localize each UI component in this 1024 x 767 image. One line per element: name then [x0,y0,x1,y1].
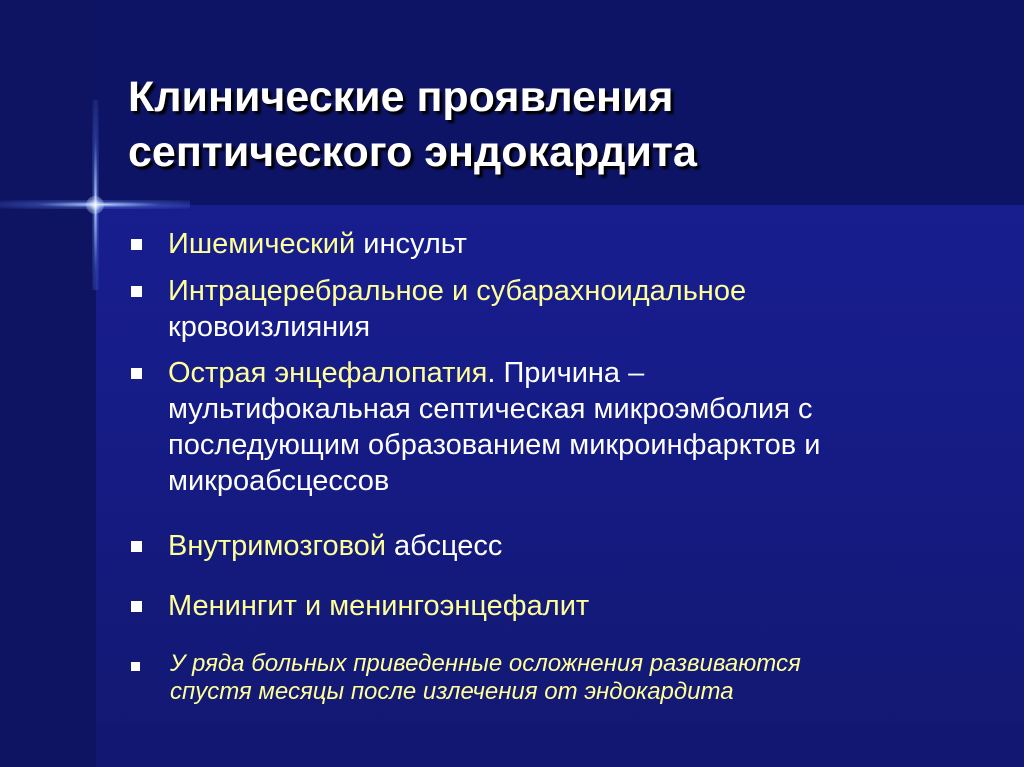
bullet-text [168,528,958,564]
highlight-term: Ишемический [168,228,356,260]
bullet-line [168,226,958,262]
bullet-text [168,273,958,309]
plain-text: инсульт [355,228,467,260]
left-decor-band [0,0,96,767]
title-line-1: Клинические проявления [128,73,674,121]
bullet-line [168,355,958,391]
plain-text: . Причина – [487,357,645,389]
note-line: У ряда больных приведенные осложнения развиваются [170,650,801,677]
square-bullet-icon [131,368,142,379]
plain-text: абсцесс [385,530,503,562]
bullet-line: Менингит и менингоэнцефалит [168,590,590,622]
title-line-2: септического эндокардита [128,128,697,176]
square-bullet-icon [131,662,140,671]
highlight-term: Внутримозговой [168,530,386,562]
square-bullet-icon [131,601,142,612]
light-flare-vertical [92,100,99,290]
light-flare-core [86,196,104,214]
bullet-text [168,588,958,624]
note-text [170,650,960,706]
square-bullet-icon [131,541,142,552]
bullet-line: последующим образованием микроинфарктов и [168,429,821,461]
bullet-line: кровоизлияния [168,311,371,343]
bullet-line: микроабсцессов [168,465,390,497]
bullet-text-continued [168,309,958,345]
bullet-line [168,528,958,564]
bullet-text [168,355,958,499]
note-line: спустя месяцы после излечения от эндокардита [170,678,734,705]
bullet-line: Интрацеребральное и субарахноидальное [168,275,747,307]
square-bullet-icon [131,239,142,250]
highlight-term: Острая энцефалопатия [168,357,488,389]
bullet-text [168,226,958,262]
square-bullet-icon [131,286,142,297]
slide-title [128,70,988,180]
bullet-line: мультифокальная септическая микроэмболия с [168,393,813,425]
